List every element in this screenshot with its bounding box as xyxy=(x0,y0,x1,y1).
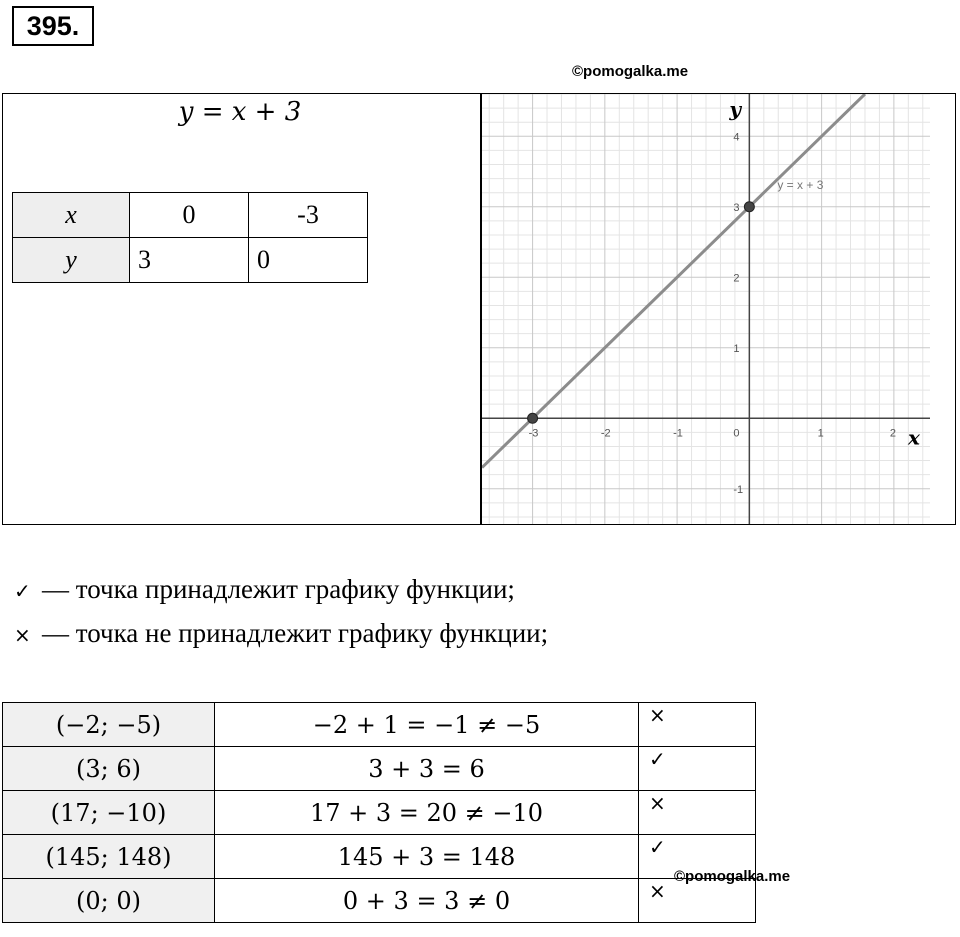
point-cell: (145; 148) xyxy=(3,835,215,879)
watermark-bottom: ©pomogalka.me xyxy=(674,868,791,885)
table-row xyxy=(13,238,368,283)
table-row xyxy=(3,703,756,747)
graph-point xyxy=(744,202,754,212)
y-tick-label: 3 xyxy=(733,201,740,214)
minor-grid xyxy=(482,94,930,524)
cross-icon: × xyxy=(14,623,31,647)
x-tick-label: 1 xyxy=(817,427,824,440)
check-icon: ✓ xyxy=(14,579,31,603)
point-cell: (17; −10) xyxy=(3,791,215,835)
row-header-x: x xyxy=(13,193,130,238)
cross-icon: × xyxy=(639,879,756,923)
row-header-y: y xyxy=(13,238,130,283)
tick-labels xyxy=(529,131,896,495)
table-cell: 3 xyxy=(130,238,249,283)
table-cell: 0 xyxy=(249,238,368,283)
x-tick-label: -2 xyxy=(600,427,611,440)
table-row xyxy=(3,879,756,923)
legend-cross-text: — точка не принадлежит графику функции; xyxy=(42,618,549,648)
watermark-top: ©pomogalka.me xyxy=(572,63,689,80)
point-cell: (3; 6) xyxy=(3,747,215,791)
check-icon: ✓ xyxy=(639,835,756,879)
table-row xyxy=(13,193,368,238)
table-row xyxy=(3,747,756,791)
x-axis-label: x xyxy=(908,425,920,450)
y-tick-label: 4 xyxy=(733,131,740,144)
series-label: y = x + 3 xyxy=(777,177,824,192)
y-tick-label: -1 xyxy=(733,483,744,496)
check-table xyxy=(2,702,756,923)
cross-icon: × xyxy=(639,791,756,835)
legend-check-text: — точка принадлежит графику функции; xyxy=(42,574,515,604)
x-tick-label: -1 xyxy=(673,427,683,440)
calc-cell: 3 + 3 = 6 xyxy=(215,747,639,791)
y-tick-label: 2 xyxy=(733,272,740,285)
check-icon: ✓ xyxy=(639,747,756,791)
legend-check xyxy=(14,574,515,605)
x-tick-label: -3 xyxy=(528,427,539,440)
y-axis-label: y xyxy=(729,97,741,121)
legend-cross xyxy=(14,618,548,649)
y-tick-label: 1 xyxy=(733,342,740,355)
x-tick-label: 2 xyxy=(889,427,896,440)
cross-icon: × xyxy=(639,703,756,747)
function-graph xyxy=(482,94,930,524)
point-cell: (−2; −5) xyxy=(3,703,215,747)
calc-cell: 17 + 3 = 20 ≠ −10 xyxy=(215,791,639,835)
calc-cell: −2 + 1 = −1 ≠ −5 xyxy=(215,703,639,747)
table-row xyxy=(3,791,756,835)
calc-cell: 0 + 3 = 3 ≠ 0 xyxy=(215,879,639,923)
graph-point xyxy=(528,413,538,423)
calc-cell: 145 + 3 = 148 xyxy=(215,835,639,879)
table-row xyxy=(3,835,756,879)
value-table xyxy=(12,192,368,283)
task-number: 395. xyxy=(12,6,94,46)
point-cell: (0; 0) xyxy=(3,879,215,923)
equation: y = x + 3 xyxy=(178,97,302,127)
x-tick-label: 0 xyxy=(733,427,740,440)
table-cell: -3 xyxy=(249,193,368,238)
table-cell: 0 xyxy=(130,193,249,238)
